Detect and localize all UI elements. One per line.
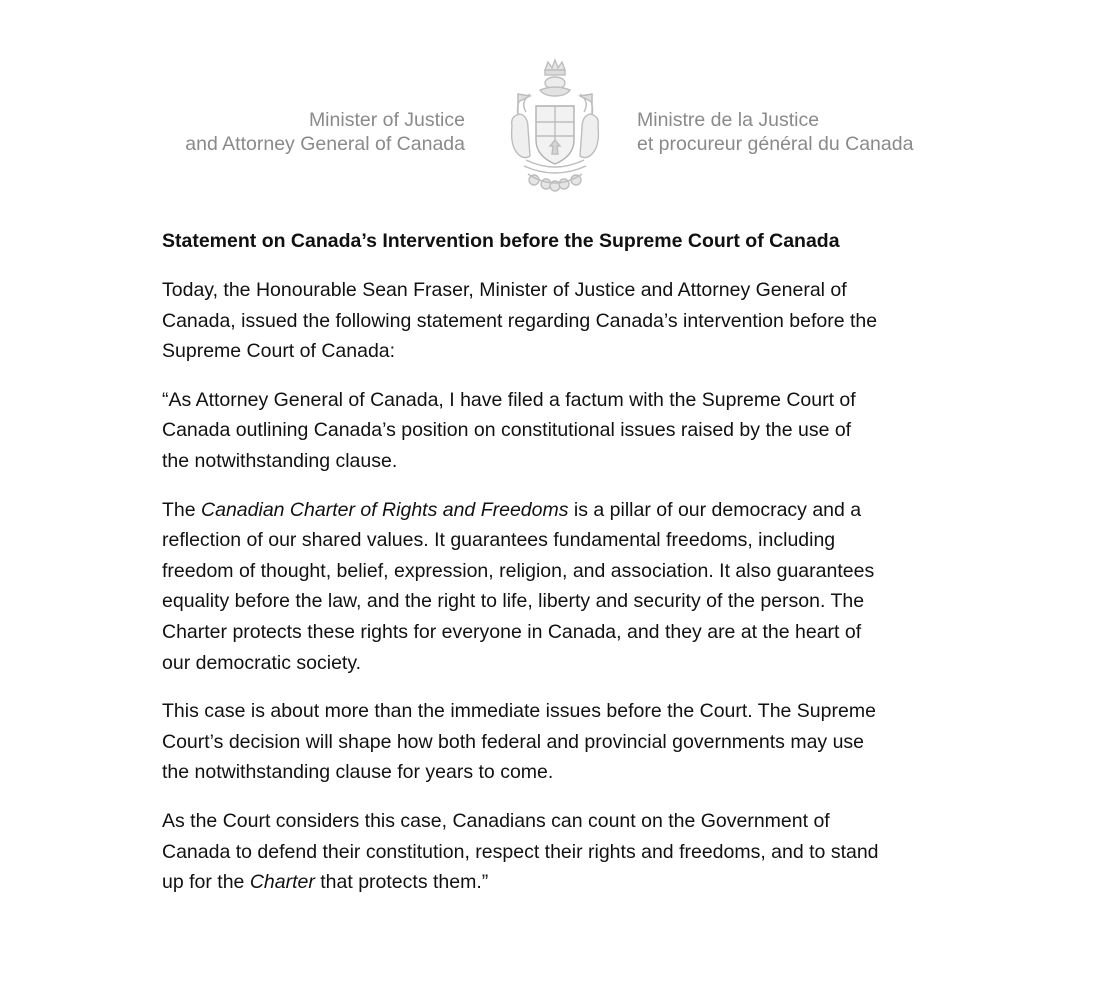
text-line: equality before the law, and the right to life, liberty and security of the person. The xyxy=(162,590,865,613)
statement-title: Statement on Canada’s Intervention before the Supreme Court of Canada xyxy=(162,230,840,252)
text-line: our democratic society. xyxy=(162,651,362,674)
text-line: the notwithstanding clause. xyxy=(162,449,398,472)
paragraph-case xyxy=(162,696,962,788)
letterhead-fr-line2: et procureur général du Canada xyxy=(637,133,914,155)
text-line: Supreme Court of Canada: xyxy=(162,340,396,363)
text-line xyxy=(162,867,962,898)
text-line: “As Attorney General of Canada, I have filed a factum with the Supreme Court of xyxy=(162,388,856,411)
text-line: freedom of thought, belief, expression, religion, and association. It also guarantees xyxy=(162,559,875,582)
letterhead-english xyxy=(185,108,465,156)
text-line: Charter protects these rights for everyone in Canada, and they are at the heart of xyxy=(162,620,862,643)
paragraph-charter xyxy=(162,495,962,679)
text-line: Canada, issued the following statement regarding Canada’s intervention before the xyxy=(162,309,878,332)
paragraph-factum xyxy=(162,385,962,477)
letterhead xyxy=(0,52,1107,202)
text-run: up for the xyxy=(162,871,250,894)
text-line: As the Court considers this case, Canadians can count on the Government of xyxy=(162,809,830,832)
text-run: is a pillar of our democracy and a xyxy=(568,498,862,521)
paragraph-intro xyxy=(162,275,962,367)
text-line xyxy=(162,495,962,526)
charter-title-italic: Canadian Charter of Rights and Freedoms xyxy=(201,498,569,521)
text-line: Today, the Honourable Sean Fraser, Minister of Justice and Attorney General of xyxy=(162,279,847,301)
statement-body xyxy=(162,226,962,916)
text-line: Canada outlining Canada’s position on constitutional issues raised by the use of xyxy=(162,419,852,442)
text-line: reflection of our shared values. It guarantees fundamental freedoms, including xyxy=(162,529,836,552)
letterhead-en-line2: and Attorney General of Canada xyxy=(185,133,465,155)
text-run: The xyxy=(162,498,202,521)
text-run: that protects them.” xyxy=(314,871,489,894)
text-line: the notwithstanding clause for years to come. xyxy=(162,761,554,784)
paragraph-closing xyxy=(162,806,962,898)
letterhead-french xyxy=(637,108,913,156)
coat-of-arms-of-canada-icon xyxy=(500,56,610,196)
charter-italic: Charter xyxy=(249,871,315,894)
letterhead-en-line1: Minister of Justice xyxy=(308,109,465,131)
text-line: Court’s decision will shape how both federal and provincial governments may use xyxy=(162,730,865,753)
letterhead-fr-line1: Ministre de la Justice xyxy=(637,109,820,131)
text-line: Canada to defend their constitution, respect their rights and freedoms, and to stand xyxy=(162,840,879,863)
text-line: This case is about more than the immediate issues before the Court. The Supreme xyxy=(162,700,876,723)
